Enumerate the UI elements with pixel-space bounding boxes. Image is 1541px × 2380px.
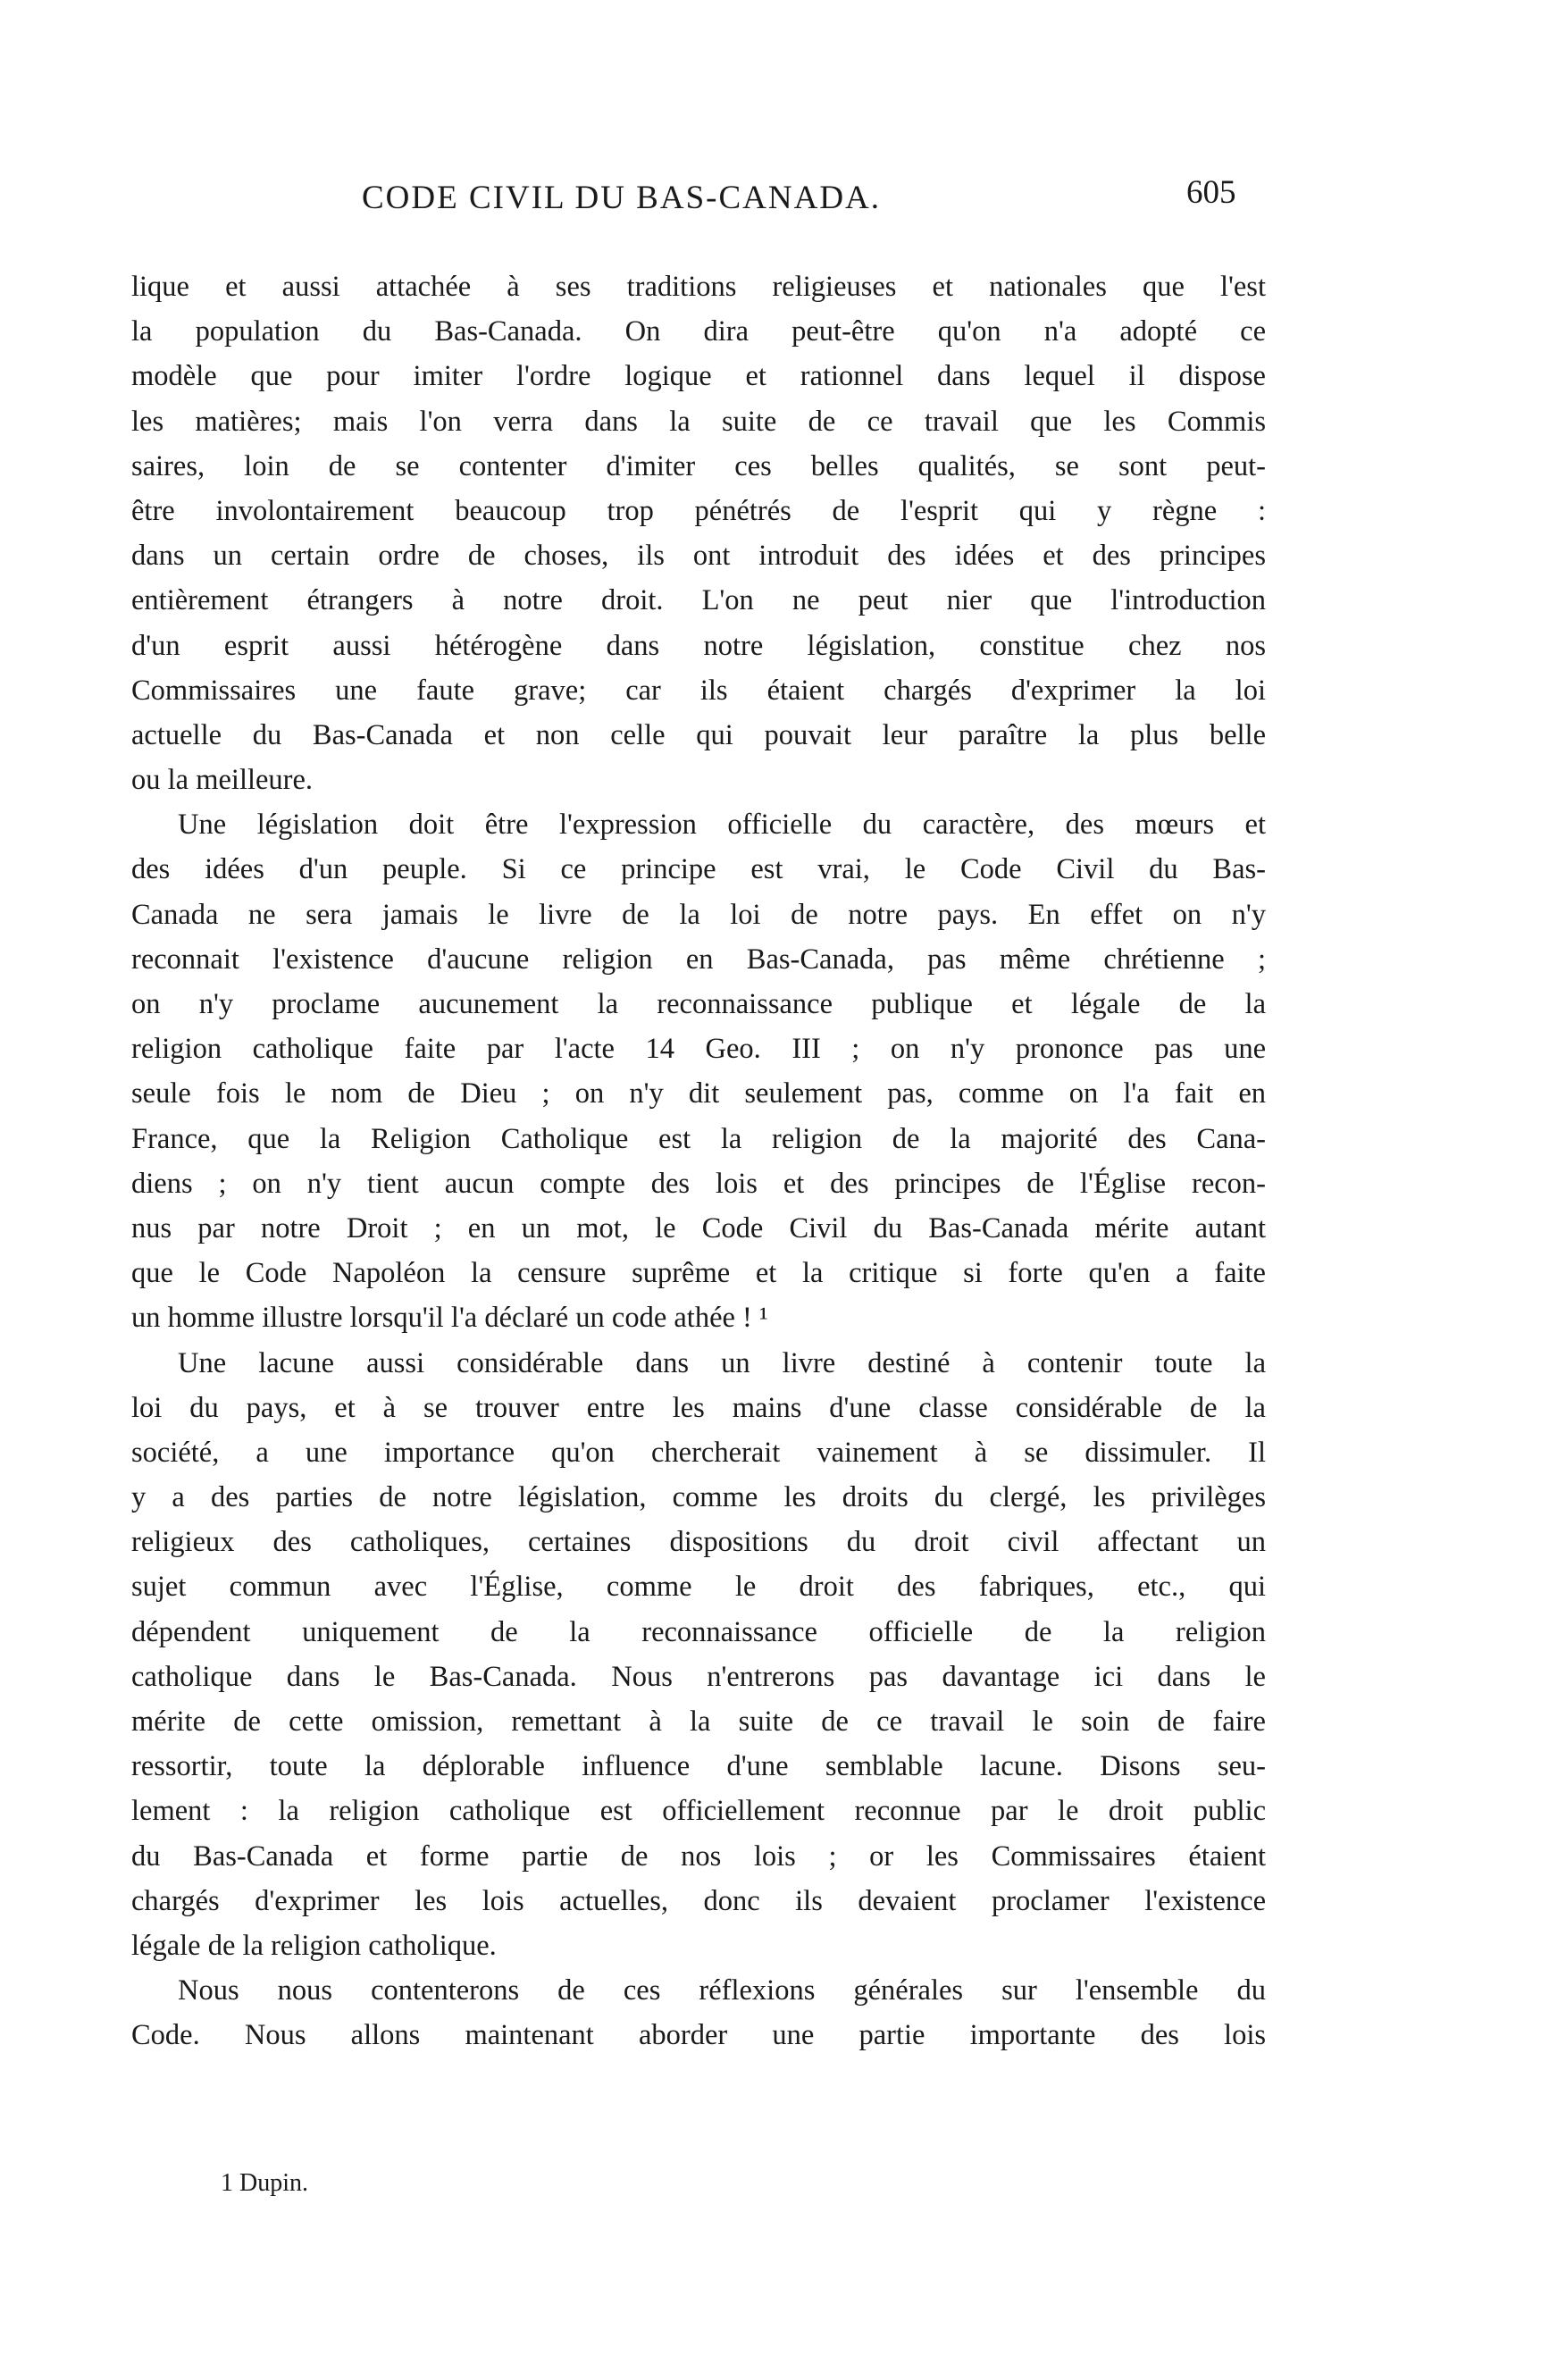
text-line: mérite de cette omission, remettant à la suite de ce travail le soin de faire [131,1705,1266,1738]
text-line: ou la meilleure. [131,764,314,797]
text-line: du Bas-Canada et forme partie de nos lois ; or les Commissaires étaient [131,1839,1266,1873]
text-line: dépendent uniquement de la reconnaissance officielle de la religion [131,1615,1266,1648]
text-line: France, que la Religion Catholique est la religion de la majorité des Cana- [131,1122,1266,1155]
text-line: légale de la religion catholique. [131,1929,497,1962]
body-text [131,264,1266,2058]
text-line: sujet commun avec l'Église, comme le droit des fabriques, etc., qui [131,1571,1266,1604]
text-line: on n'y proclame aucunement la reconnaissance publique et légale de la [131,988,1266,1020]
paragraph [131,264,1266,802]
text-line: Commissaires une faute grave; car ils étaient chargés d'exprimer la loi [131,674,1266,707]
text-line: dans un certain ordre de choses, ils ont introduit des idées et des principes [131,540,1266,573]
text-line: reconnait l'existence d'aucune religion en Bas-Canada, pas même chrétienne ; [131,943,1266,976]
text-line: être involontairement beaucoup trop pénétrés de l'esprit qui y règne : [131,494,1266,527]
text-line: diens ; on n'y tient aucun compte des lois et des principes de l'Église recon- [131,1167,1266,1200]
text-line: les matières; mais l'on verra dans la suite de ce travail que les Commis [131,405,1266,438]
running-header [0,174,1541,232]
text-line: d'un esprit aussi hétérogène dans notre législation, constitue chez nos [131,629,1266,662]
text-line: Une législation doit être l'expression officielle du caractère, des mœurs et [178,809,1266,842]
text-line: modèle que pour imiter l'ordre logique et rationnel dans lequel il dispose [131,360,1266,393]
running-title: CODE CIVIL DU BAS-CANADA. [362,180,882,216]
text-line: catholique dans le Bas-Canada. Nous n'entrerons pas davantage ici dans le [131,1660,1266,1693]
text-line: religieux des catholiques, certaines dispositions du droit civil affectant un [131,1526,1266,1559]
paragraph [131,1968,1266,2057]
text-line: lique et aussi attachée à ses traditions religieuses et nationales que l'est [131,271,1266,303]
text-line: société, a une importance qu'on chercherait vainement à se dissimuler. Il [131,1436,1266,1469]
text-line: que le Code Napoléon la censure suprême et la critique si forte qu'en a faite [131,1257,1266,1290]
text-line: y a des parties de notre législation, comme les droits du clergé, les privilèges [131,1481,1266,1514]
text-line: entièrement étrangers à notre droit. L'on ne peut nier que l'introduction [131,584,1266,617]
text-line: saires, loin de se contenter d'imiter ces belles qualités, se sont peut- [131,449,1266,482]
text-line: lement : la religion catholique est officiellement reconnue par le droit public [131,1795,1266,1828]
text-line: chargés d'exprimer les lois actuelles, donc ils devaient proclamer l'existence [131,1884,1266,1917]
text-line: la population du Bas-Canada. On dira peut-être qu'on n'a adopté ce [131,315,1266,348]
text-line: Code. Nous allons maintenant aborder une partie importante des lois [131,2019,1266,2052]
text-line: loi du pays, et à se trouver entre les mains d'une classe considérable de la [131,1391,1266,1424]
page-number: 605 [1186,174,1236,211]
text-line: ressortir, toute la déplorable influence d'une semblable lacune. Disons seu- [131,1750,1266,1783]
text-line: actuelle du Bas-Canada et non celle qui pouvait leur paraître la plus belle [131,718,1266,751]
text-line: des idées d'un peuple. Si ce principe est vrai, le Code Civil du Bas- [131,853,1266,886]
text-line: un homme illustre lorsqu'il l'a déclaré un code athée ! ¹ [131,1302,768,1335]
text-line: seule fois le nom de Dieu ; on n'y dit seulement pas, comme on l'a fait en [131,1077,1266,1110]
text-line: Une lacune aussi considérable dans un livre destiné à contenir toute la [178,1346,1266,1379]
footnote: 1 Dupin. [221,2169,308,2197]
paragraph [131,1341,1266,1969]
text-line: religion catholique faite par l'acte 14 Geo. III ; on n'y prononce pas une [131,1033,1266,1066]
text-line: Nous nous contenterons de ces réflexions générales sur l'ensemble du [178,1974,1266,2007]
text-line: Canada ne sera jamais le livre de la loi de notre pays. En effet on n'y [131,898,1266,931]
text-line: nus par notre Droit ; en un mot, le Code Civil du Bas-Canada mérite autant [131,1211,1266,1244]
paragraph [131,802,1266,1340]
